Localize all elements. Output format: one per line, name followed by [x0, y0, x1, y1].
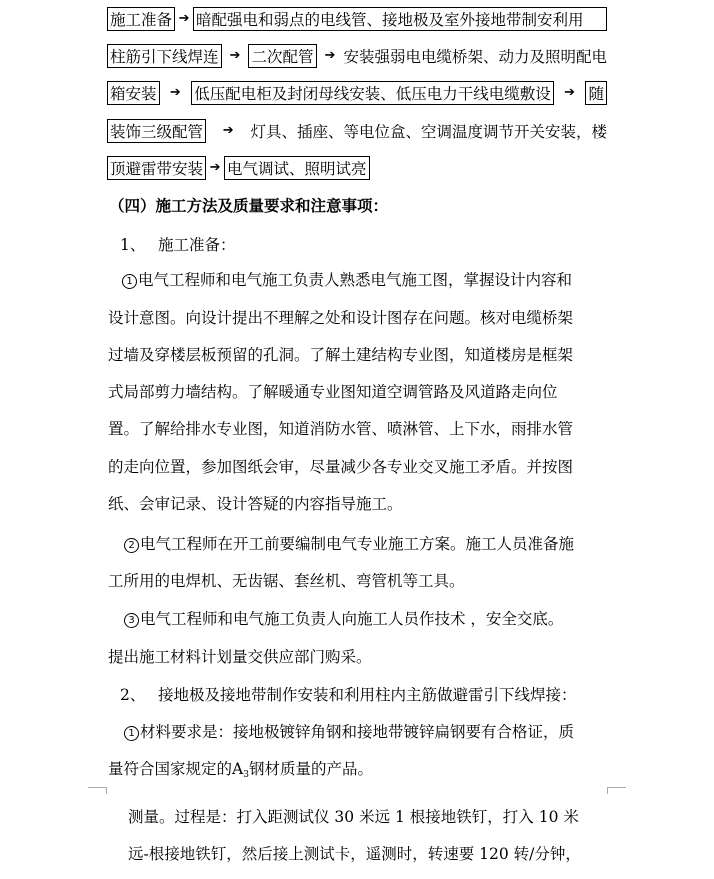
- paragraph-line: 的走向位置，参加图纸会审，尽量减少各专业交叉施工矛盾。并按图: [108, 458, 574, 476]
- flow-box: 柱筋引下线焊连: [107, 44, 222, 68]
- flow-row-3: [107, 79, 607, 106]
- flow-box: 二次配管: [248, 44, 316, 68]
- paragraph-line: 工所用的电焊机、无齿锯、套丝机、弯管机等工具。: [108, 572, 465, 590]
- item-1-number: 1、: [120, 236, 146, 254]
- item-2-number: 2、: [120, 686, 146, 704]
- circled-number-icon: 1: [124, 726, 139, 741]
- flow-box: 箱安装: [107, 81, 160, 105]
- paragraph-line: 过墙及穿楼层板预留的孔洞。了解土建结构专业图，知道楼房是框架: [108, 346, 574, 364]
- right-arrow-icon: ➔: [222, 123, 234, 138]
- circled-number-icon: 3: [124, 613, 139, 628]
- item-1-title: 施工准备：: [158, 236, 236, 254]
- page-corner-mark: [607, 787, 626, 794]
- flow-row-1: [107, 5, 607, 32]
- paragraph-line: 提出施工材料计划量交供应部门购采。: [108, 648, 372, 666]
- paragraph-line: 1 材料要求是：接地极镀锌角钢和接地带镀锌扁钢要有合格证，质: [124, 720, 608, 742]
- right-arrow-icon: ➔: [169, 85, 181, 100]
- paragraph-line: 设计意图。向设计提出不理解之处和设计图存在问题。核对电缆桥架: [108, 309, 574, 327]
- circled-number-icon: 2: [124, 538, 139, 553]
- right-arrow-icon: ➔: [229, 48, 241, 63]
- flow-row-4: [107, 117, 607, 144]
- flow-box: 施工准备: [107, 7, 175, 31]
- paragraph-line: 1 电气工程师和电气施工负责人熟悉电气施工图，掌握设计内容和: [122, 268, 608, 290]
- flow-row-2: [107, 42, 607, 69]
- flow-box: 暗配强电和弱点的电线管、接地极及室外接地带制安利用: [193, 7, 607, 31]
- flow-box: 随: [585, 81, 607, 105]
- circled-number-icon: 1: [122, 274, 137, 289]
- flow-text: 灯具、插座、等电位盒、空调温度调节开关安装，楼: [250, 122, 607, 141]
- right-arrow-icon: ➔: [178, 11, 190, 26]
- paragraph-line: 式局部剪力墙结构。了解暖通专业图知道空调管路及风道路走向位: [108, 383, 558, 401]
- paragraph-line: 2 电气工程师在开工前要编制电气专业施工方案。施工人员准备施: [124, 532, 608, 554]
- paragraph-line: 量符合国家规定的$A_3$钢材质量的产品。: [108, 760, 373, 780]
- right-arrow-icon: ➔: [324, 48, 336, 63]
- paragraph-line: 远-根接地铁钉，然后接上测试卡，遥测时，转速要 120 转/分钟，: [128, 845, 581, 863]
- flow-row-5: [107, 154, 607, 181]
- paragraph-line: 测量。过程是：打入距测试仪 30 米远 1 根接地铁钉，打入 10 米: [128, 808, 579, 826]
- right-arrow-icon: ➔: [564, 85, 576, 100]
- page-corner-mark: [88, 787, 107, 794]
- paragraph-line: 纸、会审记录、设计答疑的内容指导施工。: [108, 495, 403, 513]
- paragraph-line: 置。了解给排水专业图，知道消防水管、喷淋管、上下水，雨排水管: [108, 420, 574, 438]
- right-arrow-icon: ➔: [209, 160, 221, 175]
- item-2-title: 接地极及接地带制作安装和利用柱内主筋做避雷引下线焊接：: [158, 686, 577, 704]
- flow-box: 低压配电柜及封闭母线安装、低压电力干线电缆敷设: [191, 81, 554, 105]
- flow-box: 装饰三级配管: [107, 119, 206, 143]
- flow-box: 电气调试、照明试亮: [224, 156, 370, 180]
- paragraph-line: 3 电气工程师和电气施工负责人向施工人员作技术 ，安全交底。: [124, 607, 608, 629]
- flow-box: 顶避雷带安装: [107, 156, 206, 180]
- flow-text: 安装强弱电电缆桥架、动力及照明配电: [343, 47, 607, 66]
- section-heading: （四）施工方法及质量要求和注意事项：: [109, 196, 389, 215]
